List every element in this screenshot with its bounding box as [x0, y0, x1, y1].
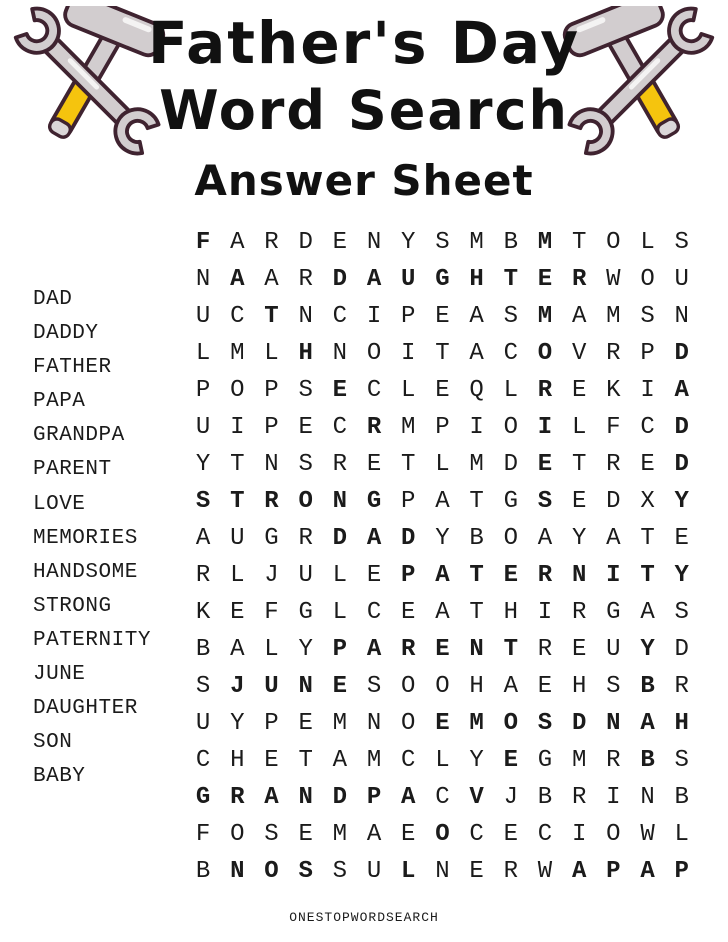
- grid-letter: C: [366, 377, 382, 404]
- answer-letter: S: [195, 488, 211, 515]
- grid-letter: S: [674, 599, 689, 626]
- page-subtitle-answer-sheet: Answer Sheet: [194, 156, 534, 205]
- grid-letter: S: [674, 229, 689, 256]
- grid-letter: S: [674, 747, 689, 774]
- grid-letter: E: [264, 747, 279, 774]
- grid-letter: S: [264, 821, 279, 848]
- grid-letter: R: [571, 784, 587, 811]
- grid-letter: A: [366, 821, 382, 848]
- grid-letter: G: [264, 525, 279, 552]
- answer-letter: A: [366, 525, 382, 552]
- grid-letter: I: [537, 599, 553, 626]
- grid-letter: U: [606, 636, 621, 663]
- answer-letter: E: [503, 562, 518, 589]
- answer-letter: O: [298, 488, 313, 515]
- grid-letter: Y: [195, 451, 211, 478]
- grid-letter: C: [640, 414, 655, 441]
- grid-letter: A: [435, 599, 450, 626]
- grid-letter: G: [537, 747, 553, 774]
- word-list-item: DAD: [33, 288, 73, 311]
- grid-letter: M: [332, 710, 348, 737]
- grid-letter: L: [435, 451, 450, 478]
- answer-letter: H: [674, 710, 689, 737]
- grid-letter: E: [298, 414, 313, 441]
- answer-letter: S: [298, 858, 313, 885]
- grid-letter: I: [640, 377, 655, 404]
- grid-letter: C: [332, 303, 348, 330]
- grid-letter: Y: [571, 525, 587, 552]
- answer-letter: R: [571, 266, 587, 293]
- grid-letter: Y: [230, 710, 245, 737]
- grid-letter: O: [606, 229, 621, 256]
- grid-letter: R: [195, 562, 211, 589]
- answer-letter: E: [435, 636, 450, 663]
- grid-letter: B: [469, 525, 484, 552]
- grid-letter: N: [674, 303, 689, 330]
- grid-letter: I: [606, 784, 621, 811]
- answer-letter: B: [640, 673, 655, 700]
- grid-letter: E: [298, 821, 313, 848]
- answer-letter: P: [366, 784, 382, 811]
- grid-letter: E: [503, 821, 518, 848]
- grid-letter: R: [674, 673, 689, 700]
- answer-letter: O: [503, 710, 518, 737]
- answer-letter: E: [503, 747, 518, 774]
- grid-letter: O: [435, 673, 450, 700]
- answer-letter: R: [537, 377, 553, 404]
- grid-letter: R: [264, 229, 279, 256]
- grid-letter: A: [537, 525, 553, 552]
- grid-letter: M: [469, 229, 484, 256]
- answer-letter: A: [230, 266, 245, 293]
- grid-letter: A: [640, 599, 655, 626]
- answer-letter: R: [230, 784, 245, 811]
- grid-letter: L: [264, 636, 279, 663]
- grid-letter: S: [298, 451, 313, 478]
- grid-letter: K: [606, 377, 621, 404]
- grid-letter: J: [503, 784, 518, 811]
- grid-letter: D: [298, 229, 313, 256]
- grid-letter: B: [195, 636, 211, 663]
- grid-letter: T: [571, 229, 587, 256]
- answer-letter: S: [537, 488, 553, 515]
- answer-letter: L: [401, 858, 416, 885]
- grid-letter: T: [571, 451, 587, 478]
- grid-letter: F: [264, 599, 279, 626]
- grid-letter: C: [537, 821, 553, 848]
- answer-letter: T: [503, 636, 518, 663]
- answer-letter: P: [401, 562, 416, 589]
- answer-letter: M: [469, 710, 484, 737]
- grid-letter: M: [332, 821, 348, 848]
- answer-letter: N: [606, 710, 621, 737]
- grid-letter: I: [469, 414, 484, 441]
- grid-letter: H: [469, 673, 484, 700]
- grid-letter: Y: [298, 636, 313, 663]
- grid-letter: C: [469, 821, 484, 848]
- grid-letter: C: [401, 747, 416, 774]
- word-list: [33, 283, 151, 794]
- grid-letter: L: [503, 377, 518, 404]
- word-list-item: MEMORIES: [33, 526, 138, 550]
- grid-letter: M: [230, 340, 245, 367]
- grid-letter: L: [674, 821, 689, 848]
- grid-letter: S: [195, 673, 211, 700]
- grid-letter: N: [332, 340, 348, 367]
- grid-letter: O: [606, 821, 621, 848]
- grid-letter: O: [503, 525, 518, 552]
- grid-letter: E: [571, 636, 587, 663]
- grid-letter: C: [366, 599, 382, 626]
- grid-letter: Y: [469, 747, 484, 774]
- grid-letter: I: [230, 414, 245, 441]
- grid-letter: C: [503, 340, 518, 367]
- grid-letter: G: [606, 599, 621, 626]
- grid-letter: T: [469, 488, 484, 515]
- grid-letter: R: [537, 636, 553, 663]
- word-list-item: DADDY: [33, 322, 99, 346]
- grid-letter: A: [195, 525, 211, 552]
- word-list-item: SON: [33, 731, 73, 755]
- answer-letter: M: [537, 303, 553, 330]
- grid-letter: W: [640, 821, 655, 848]
- answer-letter: O: [435, 821, 450, 848]
- grid-letter: A: [571, 303, 587, 330]
- grid-letter: D: [503, 451, 518, 478]
- grid-letter: E: [401, 821, 416, 848]
- word-list-item: PAPA: [33, 390, 86, 414]
- grid-letter: U: [366, 858, 382, 885]
- grid-letter: B: [674, 784, 689, 811]
- grid-letter: Y: [435, 525, 450, 552]
- grid-letter: C: [435, 784, 450, 811]
- grid-letter: A: [606, 525, 621, 552]
- grid-letter: W: [537, 858, 553, 885]
- grid-letter: A: [332, 747, 348, 774]
- grid-letter: S: [332, 858, 348, 885]
- grid-letter: B: [195, 858, 211, 885]
- grid-letter: P: [264, 710, 279, 737]
- answer-letter: A: [401, 784, 416, 811]
- grid-letter: U: [230, 525, 245, 552]
- answer-letter: A: [640, 710, 655, 737]
- grid-letter: E: [537, 673, 553, 700]
- grid-letter: E: [674, 525, 689, 552]
- answer-letter: D: [674, 451, 689, 478]
- grid-letter: H: [503, 599, 518, 626]
- grid-letter: L: [401, 377, 416, 404]
- grid-letter: P: [401, 488, 416, 515]
- answer-letter: O: [537, 340, 553, 367]
- answer-letter: S: [537, 710, 553, 737]
- grid-letter: C: [332, 414, 348, 441]
- answer-letter: N: [230, 858, 245, 885]
- answer-letter: R: [264, 488, 279, 515]
- grid-letter: V: [571, 340, 587, 367]
- grid-letter: O: [401, 673, 416, 700]
- answer-letter: A: [435, 562, 450, 589]
- answer-letter: Y: [674, 488, 689, 515]
- answer-letter: D: [332, 266, 348, 293]
- grid-letter: A: [230, 636, 245, 663]
- answer-letter: N: [469, 636, 484, 663]
- grid-letter: O: [366, 340, 382, 367]
- answer-letter: J: [230, 673, 245, 700]
- grid-letter: E: [469, 858, 484, 885]
- grid-letter: O: [401, 710, 416, 737]
- answer-letter: T: [503, 266, 518, 293]
- grid-letter: O: [503, 414, 518, 441]
- grid-letter: S: [606, 673, 621, 700]
- grid-letter: S: [640, 303, 655, 330]
- answer-letter: I: [606, 562, 621, 589]
- answer-letter: G: [195, 784, 211, 811]
- grid-letter: N: [366, 710, 382, 737]
- grid-letter: N: [298, 303, 313, 330]
- grid-letter: T: [298, 747, 313, 774]
- answer-letter: G: [366, 488, 382, 515]
- grid-letter: U: [195, 414, 211, 441]
- answer-letter: N: [298, 673, 313, 700]
- answer-letter: R: [401, 636, 416, 663]
- grid-letter: P: [640, 340, 655, 367]
- answer-letter: E: [435, 710, 450, 737]
- grid-letter: S: [366, 673, 382, 700]
- grid-letter: G: [298, 599, 313, 626]
- grid-letter: E: [298, 710, 313, 737]
- grid-letter: U: [298, 562, 313, 589]
- grid-letter: B: [537, 784, 553, 811]
- grid-letter: U: [674, 266, 689, 293]
- grid-letter: K: [195, 599, 211, 626]
- grid-letter: E: [571, 488, 587, 515]
- grid-letter: A: [503, 673, 518, 700]
- grid-letter: E: [230, 599, 245, 626]
- grid-letter: I: [366, 303, 382, 330]
- grid-letter: R: [332, 451, 348, 478]
- grid-letter: M: [401, 414, 416, 441]
- grid-letter: R: [298, 266, 313, 293]
- word-list-item: HANDSOME: [33, 560, 138, 584]
- answer-letter: E: [332, 673, 348, 700]
- grid-letter: X: [640, 488, 655, 515]
- puzzle-grid: [186, 224, 699, 890]
- grid-letter: Y: [401, 229, 416, 256]
- grid-letter: P: [435, 414, 450, 441]
- grid-letter: J: [264, 562, 279, 589]
- grid-letter: L: [264, 340, 279, 367]
- grid-letter: A: [435, 488, 450, 515]
- answer-letter: A: [640, 858, 655, 885]
- answer-letter: E: [332, 377, 348, 404]
- answer-letter: T: [469, 562, 484, 589]
- answer-letter: T: [230, 488, 245, 515]
- grid-letter: P: [264, 414, 279, 441]
- grid-letter: M: [606, 303, 621, 330]
- grid-letter: E: [435, 377, 450, 404]
- grid-letter: P: [401, 303, 416, 330]
- grid-letter: L: [435, 747, 450, 774]
- grid-letter: N: [195, 266, 211, 293]
- grid-letter: H: [230, 747, 245, 774]
- grid-letter: E: [571, 377, 587, 404]
- grid-letter: S: [435, 229, 450, 256]
- answer-letter: F: [195, 229, 211, 256]
- answer-letter: D: [674, 340, 689, 367]
- word-list-item: GRANDPA: [33, 424, 125, 448]
- grid-letter: L: [640, 229, 655, 256]
- grid-letter: F: [195, 821, 211, 848]
- word-list-item: FATHER: [33, 356, 112, 380]
- answer-letter: N: [571, 562, 587, 589]
- grid-letter: O: [640, 266, 655, 293]
- grid-letter: S: [298, 377, 313, 404]
- answer-letter: A: [674, 377, 689, 404]
- grid-letter: C: [230, 303, 245, 330]
- grid-letter: G: [503, 488, 518, 515]
- answer-letter: Y: [674, 562, 689, 589]
- grid-letter: A: [264, 266, 279, 293]
- grid-letter: E: [640, 451, 655, 478]
- footer-credit: ONESTOPWORDSEARCH: [289, 910, 439, 925]
- grid-letter: E: [435, 303, 450, 330]
- page-title-line2: Word Search: [159, 79, 569, 142]
- grid-letter: L: [230, 562, 245, 589]
- grid-letter: T: [401, 451, 416, 478]
- answer-letter: I: [537, 414, 553, 441]
- answer-letter: D: [401, 525, 416, 552]
- grid-letter: R: [503, 858, 518, 885]
- grid-letter: U: [195, 303, 211, 330]
- grid-letter: R: [571, 599, 587, 626]
- word-list-item: PARENT: [33, 458, 112, 482]
- grid-letter: E: [366, 562, 382, 589]
- answer-letter: A: [366, 266, 382, 293]
- answer-letter: A: [264, 784, 279, 811]
- grid-letter: I: [401, 340, 416, 367]
- answer-letter: M: [537, 229, 553, 256]
- answer-letter: P: [674, 858, 689, 885]
- answer-letter: R: [537, 562, 553, 589]
- answer-letter: A: [366, 636, 382, 663]
- answer-letter: T: [264, 303, 279, 330]
- answer-letter: D: [332, 525, 348, 552]
- word-list-item: JUNE: [33, 663, 86, 687]
- grid-letter: L: [332, 599, 348, 626]
- word-list-item: BABY: [33, 765, 86, 789]
- answer-letter: G: [435, 266, 450, 293]
- word-list-item: DAUGHTER: [33, 697, 138, 721]
- grid-letter: N: [366, 229, 382, 256]
- grid-letter: D: [606, 488, 621, 515]
- grid-letter: A: [469, 303, 484, 330]
- grid-letter: N: [640, 784, 655, 811]
- answer-letter: P: [606, 858, 621, 885]
- grid-letter: M: [366, 747, 382, 774]
- answer-letter: O: [264, 858, 279, 885]
- answer-letter: D: [332, 784, 348, 811]
- answer-letter: R: [366, 414, 382, 441]
- word-list-item: STRONG: [33, 594, 112, 618]
- answer-letter: D: [571, 710, 587, 737]
- grid-letter: T: [230, 451, 245, 478]
- answer-letter: B: [640, 747, 655, 774]
- grid-letter: L: [332, 562, 348, 589]
- grid-letter: S: [503, 303, 518, 330]
- grid-letter: M: [469, 451, 484, 478]
- answer-letter: E: [537, 266, 553, 293]
- grid-letter: T: [435, 340, 450, 367]
- grid-letter: L: [571, 414, 587, 441]
- answer-letter: U: [401, 266, 416, 293]
- grid-letter: L: [195, 340, 211, 367]
- grid-letter: R: [606, 451, 621, 478]
- grid-letter: M: [571, 747, 587, 774]
- word-list-item: PATERNITY: [33, 628, 151, 652]
- grid-letter: E: [366, 451, 382, 478]
- answer-letter: E: [537, 451, 553, 478]
- grid-letter: N: [435, 858, 450, 885]
- answer-letter: A: [571, 858, 587, 885]
- grid-letter: U: [195, 710, 211, 737]
- grid-letter: O: [230, 821, 245, 848]
- answer-letter: D: [674, 414, 689, 441]
- grid-letter: T: [640, 525, 655, 552]
- grid-letter: N: [264, 451, 279, 478]
- grid-letter: A: [230, 229, 245, 256]
- grid-letter: W: [606, 266, 621, 293]
- grid-letter: I: [571, 821, 587, 848]
- answer-letter: T: [640, 562, 655, 589]
- answer-letter: N: [298, 784, 313, 811]
- grid-letter: R: [298, 525, 313, 552]
- grid-letter: P: [264, 377, 279, 404]
- grid-letter: T: [469, 599, 484, 626]
- grid-letter: R: [606, 340, 621, 367]
- grid-letter: A: [469, 340, 484, 367]
- answer-letter: U: [264, 673, 279, 700]
- grid-letter: D: [674, 636, 689, 663]
- grid-letter: R: [606, 747, 621, 774]
- answer-letter: P: [332, 636, 348, 663]
- answer-letter: V: [469, 784, 484, 811]
- grid-letter: F: [606, 414, 621, 441]
- grid-letter: C: [195, 747, 211, 774]
- answer-letter: Y: [640, 636, 655, 663]
- word-list-item: LOVE: [33, 492, 86, 516]
- page-title-line1: Father's Day: [147, 9, 581, 77]
- grid-letter: E: [401, 599, 416, 626]
- grid-letter: H: [571, 673, 587, 700]
- grid-letter: P: [195, 377, 211, 404]
- answer-letter: H: [298, 340, 313, 367]
- answer-letter: H: [469, 266, 484, 293]
- grid-letter: E: [332, 229, 348, 256]
- grid-letter: B: [503, 229, 518, 256]
- grid-letter: Q: [469, 377, 484, 404]
- grid-letter: O: [230, 377, 245, 404]
- answer-letter: N: [332, 488, 348, 515]
